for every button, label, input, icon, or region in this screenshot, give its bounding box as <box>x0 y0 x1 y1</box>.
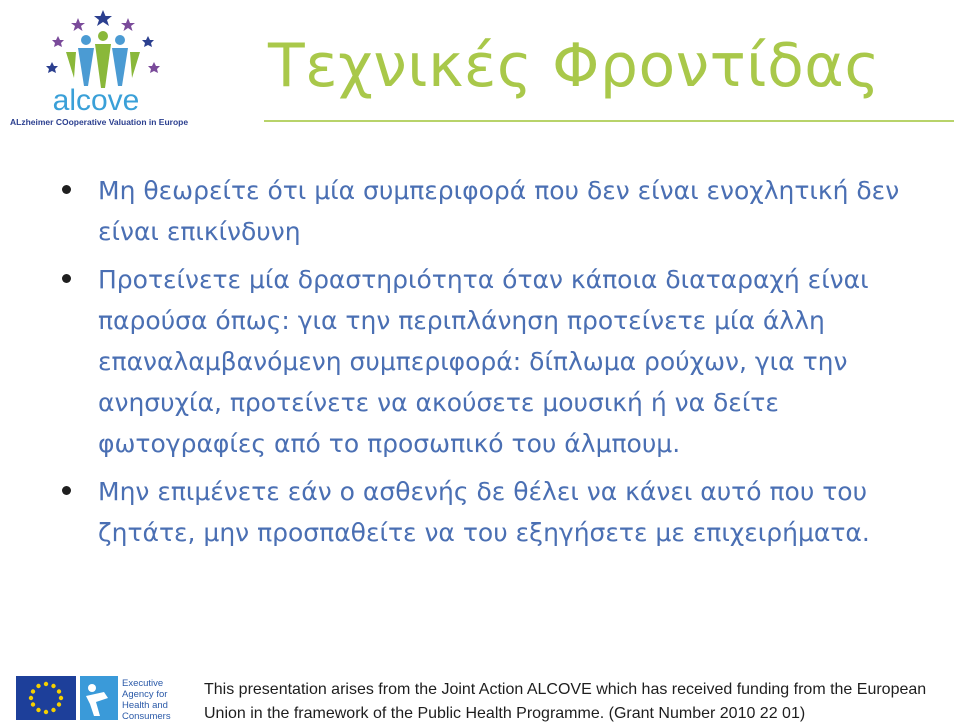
bullet-text: Μη θεωρείτε ότι μία συμπεριφορά που δεν είναι ενοχλητική δεν είναι επικίνδυνη <box>98 176 900 246</box>
bullet-icon <box>62 486 71 495</box>
agency-line: Agency for <box>122 689 168 700</box>
bullet-item <box>62 259 932 464</box>
logo-people-icon <box>66 31 140 88</box>
logo-tagline: ALzheimer COoperative Valuation in Europe <box>10 117 188 127</box>
agency-line: Health and <box>122 700 168 711</box>
eahc-logo-icon <box>80 676 118 720</box>
agency-line: Executive <box>122 678 164 689</box>
bullet-list <box>62 170 932 560</box>
bullet-text: Προτείνετε μία δραστηριότητα όταν κάποια διαταραχή είναι παρούσα όπως: για την περιπλάνηση προτείνετε μία άλλη επαναλαμβανόμενη συμπεριφορά: δίπλωμα ρούχων, για την ανησυχία, προτείνετε να ακούσετε μουσική ή να δείτε φωτογραφίες από το προσωπικό του άλμπουμ. <box>98 265 869 458</box>
funding-line: This presentation arises from the Joint Action ALCOVE which has received funding from the European <box>204 681 927 698</box>
bullet-icon <box>62 185 71 194</box>
alcove-logo <box>8 4 188 128</box>
bullet-icon <box>62 274 71 283</box>
eu-flag-icon <box>16 676 76 720</box>
funding-line: Union in the framework of the Public Health Programme. (Grant Number 2010 22 01) <box>204 705 806 722</box>
bullet-item <box>62 471 932 553</box>
footer-logos <box>16 676 186 722</box>
slide-title: Τεχνικές Φροντίδας <box>268 31 881 101</box>
agency-line: Consumers <box>122 711 171 722</box>
funding-notice <box>204 678 944 726</box>
bullet-item <box>62 170 932 252</box>
title-divider <box>264 120 954 122</box>
logo-wordmark: alcove <box>52 84 140 117</box>
bullet-text: Μην επιμένετε εάν ο ασθενής δε θέλει να κάνει αυτό που του ζητάτε, μην προσπαθείτε να του εξηγήσετε με επιχειρήματα. <box>98 477 870 547</box>
